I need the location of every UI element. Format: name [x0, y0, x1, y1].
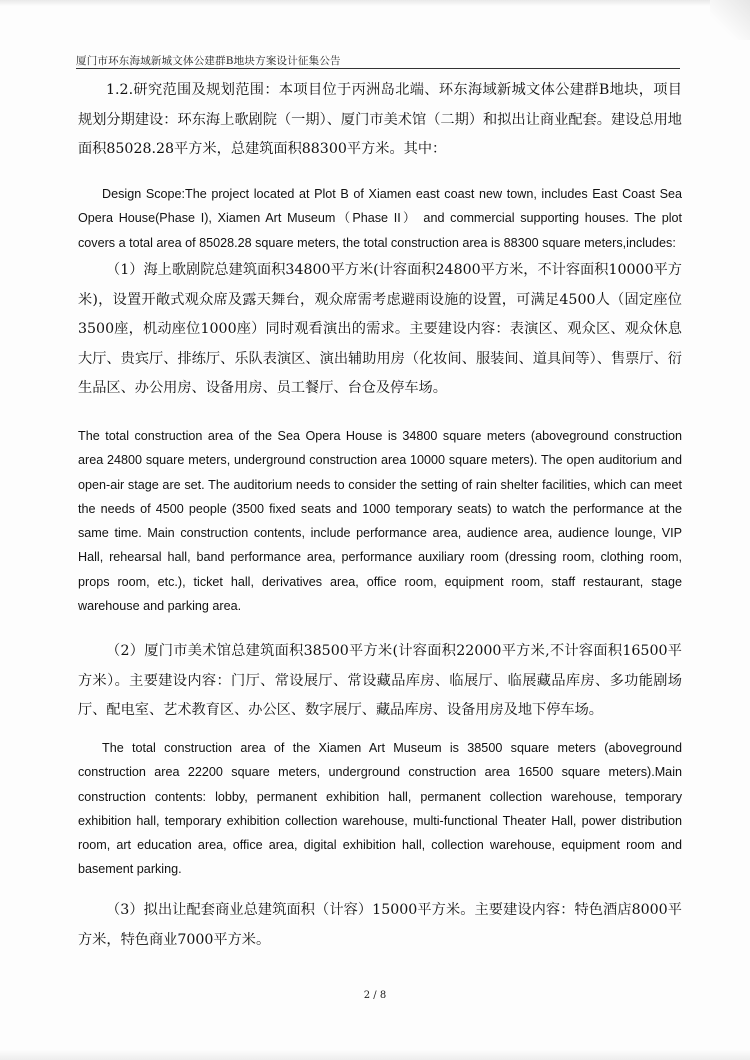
item-3-chinese: （3）拟出让配套商业总建筑面积（计容）15000平方米。主要建设内容：特色酒店8000平方米，特色商业7000平方米。: [78, 902, 682, 948]
header-divider: [76, 68, 680, 69]
scan-shadow-corner: [710, 0, 750, 40]
scan-shadow-top: [0, 0, 750, 6]
section-1-2-chinese: 1.2.研究范围及规划范围：本项目位于丙洲岛北端、环东海域新城文体公建群B地块，项目规划分期建设：环东海上歌剧院（一期）、厦门市美术馆（二期）和拟出让商业配套。建设总用地面积85028.28平方米，总建筑面积88300平方米。其中：: [78, 82, 682, 157]
item-2-chinese: （2）厦门市美术馆总建筑面积38500平方米(计容面积22000平方米,不计容面积16500平方米）。主要建设内容：门厅、常设展厅、常设藏品库房、临展厅、临展藏品库房、多功能剧场厅、配电室、艺术教育区、办公区、数字展厅、藏品库房、设备用房及地下停车场。: [78, 643, 682, 718]
section-1-2-english: Design Scope:The project located at Plot B of Xiamen east coast new town, includes East Coast Sea Opera House(Phase I), Xiamen Art Museum（Phase II） and commercial supporting houses. The plot covers a total area of 85028.28 square meters, the total construction area is 88300 square meters,includes:: [78, 187, 682, 250]
running-header: 厦门市环东海域新城文体公建群B地块方案设计征集公告: [76, 55, 341, 67]
page-number: 2 / 8: [363, 990, 387, 1001]
item-1-chinese: （1）海上歌剧院总建筑面积34800平方米(计容面积24800平方米，不计容面积10000平方米)，设置开敞式观众席及露天舞台，观众席需考虑避雨设施的设置，可满足4500人（固定座位3500座，机动座位1000座）同时观看演出的需求。主要建设内容：表演区、观众区、观众休息大厅、贵宾厅、排练厅、乐队表演区、演出辅助用房（化妆间、服装间、道具间等）、售票厅、衍生品区、办公用房、设备用房、员工餐厅、台仓及停车场。: [78, 262, 682, 396]
scan-shadow-bottom: [0, 1050, 750, 1060]
item-1-english: The total construction area of the Sea Opera House is 34800 square meters (aboveground construction area 24800 square meters, underground construction area 10000 square meters). The open auditorium and open-air stage are set. The auditorium needs to consider the setting of rain shelter facilities, which can meet the needs of 4500 people (3500 fixed seats and 1000 temporary seats) to watch the performance at the same time. Main construction contents, include performance area, audience area, audience lounge, VIP Hall, rehearsal hall, band performance area, performance auxiliary room (dressing room, clothing room, props room, etc.), ticket hall, derivatives area, office room, equipment room, staff restaurant, stage warehouse and parking area.: [78, 429, 682, 614]
item-2-english: The total construction area of the Xiamen Art Museum is 38500 square meters (aboveground construction area 22200 square meters, underground construction area 16500 square meters).Main construction contents: lobby, permanent exhibition hall, permanent collection warehouse, temporary exhibition hall, temporary exhibition collection warehouse, multi-functional Theater Hall, power distribution room, art education area, office area, digital exhibition hall, collection warehouse, equipment room and basement parking.: [78, 741, 682, 877]
